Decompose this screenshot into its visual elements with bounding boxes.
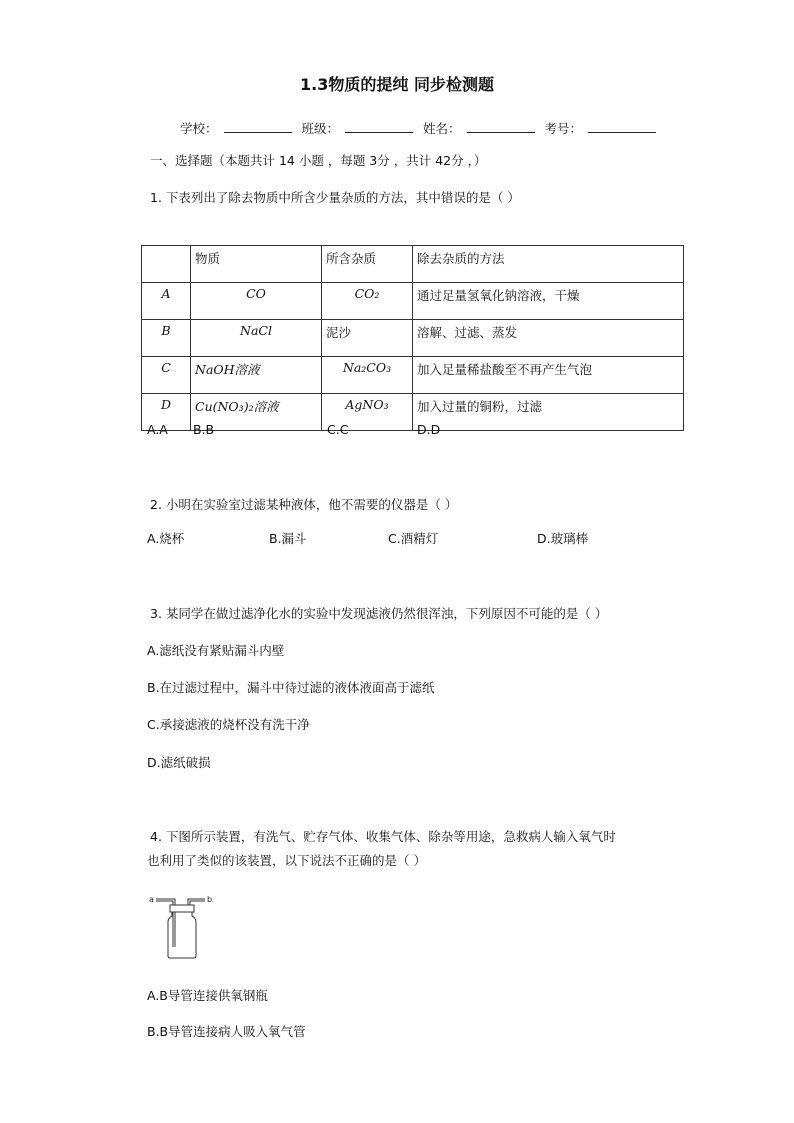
class-label: 班级： [301,121,340,136]
substance-cell: NaOH溶液 [191,357,322,394]
section-heading: 一、选择题（本题共计 14 小题 ，每题 3分 ，共计 42分 ，） [150,153,487,168]
q1-option-c[interactable]: C.C [327,422,349,437]
exam-no-blank[interactable] [588,120,656,133]
method-cell: 加入过量的铜粉，过滤 [413,394,684,431]
tube-b-label: b [207,895,213,904]
impurity-cell: CO₂ [322,283,413,320]
q1-table [141,245,684,431]
impurity-cell: Na₂CO₃ [322,357,413,394]
table-row [142,320,684,357]
q2-option-c[interactable]: C.酒精灯 [388,531,439,546]
q1-option-a[interactable]: A.A [147,422,168,437]
school-blank[interactable] [224,120,292,133]
name-label: 姓名： [423,121,461,136]
gas-washing-bottle-figure [148,892,218,962]
table-header-row [142,246,684,283]
method-cell: 溶解、过滤、蒸发 [413,320,684,357]
table-header-cell [142,246,191,283]
table-row [142,357,684,394]
impurity-cell: AgNO₃ [322,394,413,431]
page-title: 1.3物质的提纯 同步检测题 [300,75,494,94]
q2-option-a[interactable]: A.烧杯 [147,531,185,546]
substance-cell: NaCl [191,320,322,357]
table-row [142,283,684,320]
tube-a-label: a [149,895,154,904]
q3-stem: 3. 某同学在做过滤净化水的实验中发现滤液仍然很浑浊，下列原因不可能的是（ ） [150,606,608,621]
school-label: 学校： [180,121,218,136]
q4-stem-line1: 4. 下图所示装置，有洗气、贮存气体、收集气体、除杂等用途，急救病人输入氧气时 [150,829,616,844]
q1-option-b[interactable]: B.B [193,422,215,437]
row-label: D [142,394,191,431]
bottle-body [168,912,196,958]
class-blank[interactable] [345,120,413,133]
student-info-line [180,119,660,137]
name-blank[interactable] [467,120,535,133]
table-header-cell: 除去杂质的方法 [413,246,684,283]
q1-option-d[interactable]: D.D [417,422,441,437]
impurity-cell: 泥沙 [322,320,413,357]
stopper [170,905,194,912]
q3-option-a[interactable]: A.滤纸没有紧贴漏斗内壁 [147,643,285,658]
q2-stem: 2. 小明在实验室过滤某种液体，他不需要的仪器是（ ） [150,497,458,512]
method-cell: 加入足量稀盐酸至不再产生气泡 [413,357,684,394]
table-row [142,394,684,431]
q4-option-b[interactable]: B.B导管连接病人吸入氧气管 [147,1024,306,1039]
q2-option-d[interactable]: D.玻璃棒 [537,531,589,546]
q4-option-a[interactable]: A.B导管连接供氧钢瓶 [147,988,268,1003]
q4-stem-line2: 也利用了类似的该装置，以下说法不正确的是（ ） [147,853,426,868]
q2-option-b[interactable]: B.漏斗 [269,531,307,546]
substance-cell: CO [191,283,322,320]
exam-no-label: 考号： [544,121,583,136]
row-label: B [142,320,191,357]
substance-cell: Cu(NO₃)₂溶液 [191,394,322,431]
q3-option-c[interactable]: C.承接滤液的烧杯没有洗干净 [147,717,310,732]
table-header-cell: 物质 [191,246,322,283]
row-label: C [142,357,191,394]
q1-stem: 1. 下表列出了除去物质中所含少量杂质的方法，其中错误的是（ ） [150,190,520,205]
q3-option-b[interactable]: B.在过滤过程中，漏斗中待过滤的液体液面高于滤纸 [147,680,435,695]
table-header-cell: 所含杂质 [322,246,413,283]
method-cell: 通过足量氢氧化钠溶液，干燥 [413,283,684,320]
row-label: A [142,283,191,320]
q3-option-d[interactable]: D.滤纸破损 [147,755,211,770]
